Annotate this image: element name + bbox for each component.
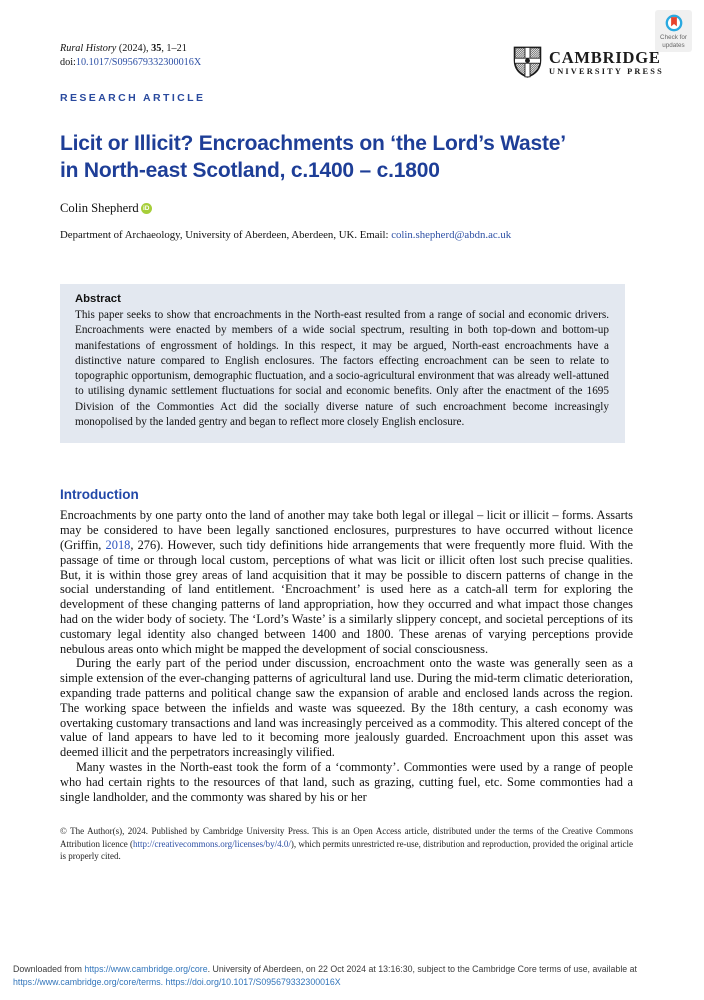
abstract-box <box>60 284 625 443</box>
citation-link-griffin-2018[interactable]: 2018 <box>105 537 131 552</box>
footer-terms-link[interactable]: https://www.cambridge.org/core/terms. <box>13 977 164 987</box>
journal-volume: 35 <box>151 43 162 54</box>
article-type-label: RESEARCH ARTICLE <box>60 92 206 104</box>
footer-text-before: Downloaded from <box>13 964 85 974</box>
orcid-icon[interactable]: iD <box>141 203 152 214</box>
crossmark-icon <box>665 14 683 32</box>
intro-p1-text-after: , 276). However, such tidy definitions hide arrangements that were frequently more fluid. With the passage of time or through local custom, perceptions of what was licit or illicit often lost such precise qualities. But, it is within those grey areas of land acquisition that it may be possible to discern patterns of change in the social understanding of land entitlement. ‘Encroachment’ is used here as a catch-all term for exploring the development of these changing patterns of land appropriation, how they occurred and what impact those changes had on the wider body of society. The ‘Lord’s Waste’ is a similarly slippery concept, and societal perceptions of its customary legal identity also changed between 1400 and 1800. These arenas of varying perceptions provide nebulous areas onto which might be mapped the development of social consciousness. <box>60 537 633 656</box>
article-title <box>60 130 633 184</box>
download-footer <box>13 963 698 989</box>
doi-label: doi: <box>60 56 76 68</box>
publisher-name-main: CAMBRIDGE <box>549 48 661 67</box>
section-heading-introduction: Introduction <box>60 487 139 503</box>
footer-doi-link[interactable]: https://doi.org/10.1017/S095679332300016X <box>165 977 341 987</box>
publisher-name-sub: UNIVERSITY PRESS <box>549 67 664 76</box>
intro-p1-text-before: Encroachments by one party onto the land of another may take both legal or illegal – licit or illicit – forms. Assarts may be considered to have been legally sanctioned enclosures, purprestures to have occurred without licence (Griffin, <box>60 508 633 552</box>
journal-pages: , 1–21 <box>161 43 187 54</box>
author-email-link[interactable]: colin.shepherd@abdn.ac.uk <box>391 229 512 241</box>
journal-meta <box>60 42 633 69</box>
article-title-line1: Licit or Illicit? Encroachments on ‘the Lord’s Waste’ <box>60 132 566 155</box>
doi-link[interactable]: 10.1017/S095679332300016X <box>75 56 202 68</box>
intro-paragraph-3: Many wastes in the North-east took the form of a ‘commonty’. Commonties were used by a range of people who had certain rights to the resources of that land, such as grazing, cutting fuel, etc. Some commonties had a single landholder, and the commonty was shared by his or her <box>60 759 633 804</box>
author-name: Colin Shepherd <box>60 201 139 215</box>
author-line <box>60 201 633 216</box>
intro-paragraph-1 <box>60 508 633 656</box>
footer-text-middle: . University of Aberdeen, on 22 Oct 2024 at 13:16:30, subject to the Cambridge Core terms of use, available at <box>207 964 637 974</box>
copyright-text-before: © The Author(s), 2024. Published by Cambridge University Press. This is an Open Access article, distributed under the terms of the Creative Commons Attribution licence ( <box>60 826 633 849</box>
affiliation-text: Department of Archaeology, University of Aberdeen, Aberdeen, UK. Email: <box>60 229 392 241</box>
intro-paragraph-2: During the early part of the period under discussion, encroachment onto the waste was generally seen as a simple extension of the ever-changing patterns of agricultural land use. During the mid-term climatic deterioration, expanding trade patterns and political change saw the expansion of arable and enclosed lands across the region. The working space between the infields and waste was squeezed. By the 18th century, a cash economy was overtaking customary transactions and land was increasingly perceived as a commodity. This altered concept of the value of land appears to have led to it becoming more jealously guarded. Encroachment upon this asset was deemed illicit and the perpetrators increasingly vilified. <box>60 656 633 760</box>
doi-line <box>60 56 633 70</box>
footer-core-link[interactable]: https://www.cambridge.org/core <box>84 964 208 974</box>
abstract-heading: Abstract <box>75 293 121 305</box>
article-title-line2: in North-east Scotland, c.1400 – c.1800 <box>60 159 440 182</box>
affiliation-line <box>60 229 633 241</box>
journal-issue: (2024), <box>116 43 152 54</box>
journal-citation-line <box>60 42 633 56</box>
check-for-updates-label: Check for updates <box>660 34 687 49</box>
cc-licence-link[interactable]: http://creativecommons.org/licenses/by/4.0/ <box>133 838 291 849</box>
journal-title: Rural History <box>60 43 117 54</box>
copyright-notice <box>60 825 633 862</box>
abstract-text: This paper seeks to show that encroachments in the North-east resulted from a range of social and economic drivers. Encroachments were enacted by members of a wide social spectrum, resulting in both top-down and bottom-up manifestations of engrossment of holdings. In this respect, it may be argued, North-east encroachments have a distinctive nature compared to English enclosures. The factors effecting encroachment can be seen to relate to topographic opportunism, demographic fluctuation, and a socio-agricultural environment that was already well-attuned to utilising dynamic settlement fluctuations for social and economic benefits. Only after the enactment of the 1695 Division of the Commonties Act did the socially diverse nature of such encroachment become increasingly monopolised by the landed gentry and began to reflect more closely English enclosure. <box>75 309 609 429</box>
copyright-text-after: ), which permits unrestricted re-use, distribution and reproduction, provided the original article is properly cited. <box>60 838 633 862</box>
